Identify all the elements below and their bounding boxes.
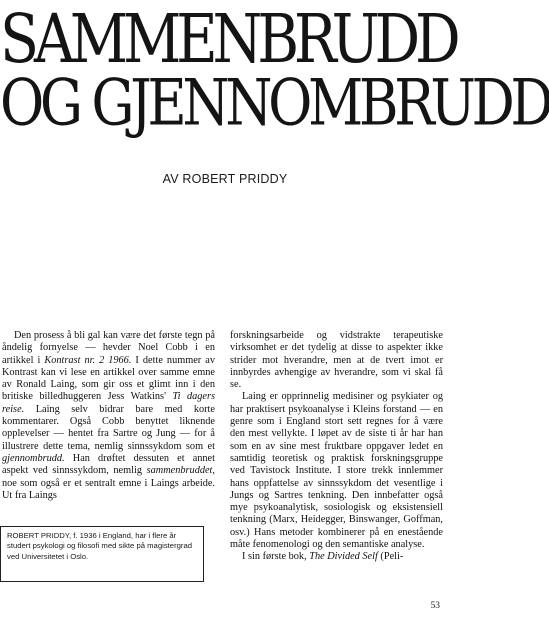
right-column	[230, 330, 443, 564]
body-text: I sin første bok,	[242, 551, 310, 563]
citation-reference: Kontrast nr. 2 1966.	[44, 354, 132, 366]
left-column	[2, 330, 215, 502]
title-line-2: OG GJENNOMBRUDD	[0, 65, 549, 140]
emphasis-term: sammenbruddet,	[146, 465, 215, 477]
body-text: noe som også er et sentralt emne i Laings arbeide. Ut fra Laings	[2, 477, 215, 501]
bio-name: ROBERT PRIDDY,	[7, 531, 72, 540]
byline: AV ROBERT PRIDDY	[162, 172, 288, 186]
title-line-1: SAMMENBRUDD	[0, 0, 456, 79]
author-bio-box	[0, 526, 204, 582]
body-text: (Peli-	[377, 551, 404, 563]
bio-text: f. 1936 i England, har i flere år studert psykologi og filosofi med sikte på magistergrad ved Universitetet i Oslo.	[7, 531, 193, 561]
paragraph	[230, 551, 443, 563]
body-text: Han drøftet dessuten et annet aspekt ved sinnssykdom, nemlig	[2, 452, 215, 477]
book-title: The Divided Self	[309, 551, 378, 563]
emphasis-term: gjennombrudd.	[2, 452, 65, 464]
work-title: Ti dagers reise.	[2, 391, 215, 415]
paragraph: Laing er opprinnelig medisiner og psykiater og har praktisert psykoanalyse i Kleins forstand — en genre som i England stort sett regnes for å være den mest vellykte. I løpet av de siste ti år har han som en av sine mest fruktbare oppgaver ledet en samtidig teoretisk og praktisk forskningsgruppe ved Tavistock Institute. I store trekk innlemmer hans oppfattelse av sinnssykdom det vesentlige i Jungs og Sartres tenkning. Den innbefatter også mye psykoanalytisk, sosiologisk og eksistensiell tenkning (Marx, Heidegger, Binswanger, Goffman, osv.) Hans metoder kombinerer på en enestående måte fenomenologi og den semantiske analyse.	[230, 391, 443, 551]
body-text: I dette nummer av Kontrast kan vi lese en artikkel over samme emne av Ronald Laing, som gir oss et glimt inn i den britiske billedhuggeren Jess Watkins'	[2, 354, 215, 403]
page-number: 53	[430, 601, 440, 611]
paragraph	[2, 330, 215, 502]
body-text: Den prosess å bli gal kan være det første tegn på åndelig fornyelse — hevder Noel Cobb i en artikkel i	[2, 330, 215, 366]
paragraph: forskningsarbeide og vidstrakte terapeutiske virksomhet er det tydelig at disse to aspekter ikke strider mot hverandre, men at de tvert imot er innbyrdes avhengige av hverandre, som vi skal få se.	[230, 330, 443, 391]
body-text: Laing selv bidrar bare med korte kommentarer. Også Cobb benyttet liknende opplevelser — hentet fra Sartre og Jung — for å illustrere dette tema, nemlig sinnssykdom som et	[2, 403, 215, 452]
